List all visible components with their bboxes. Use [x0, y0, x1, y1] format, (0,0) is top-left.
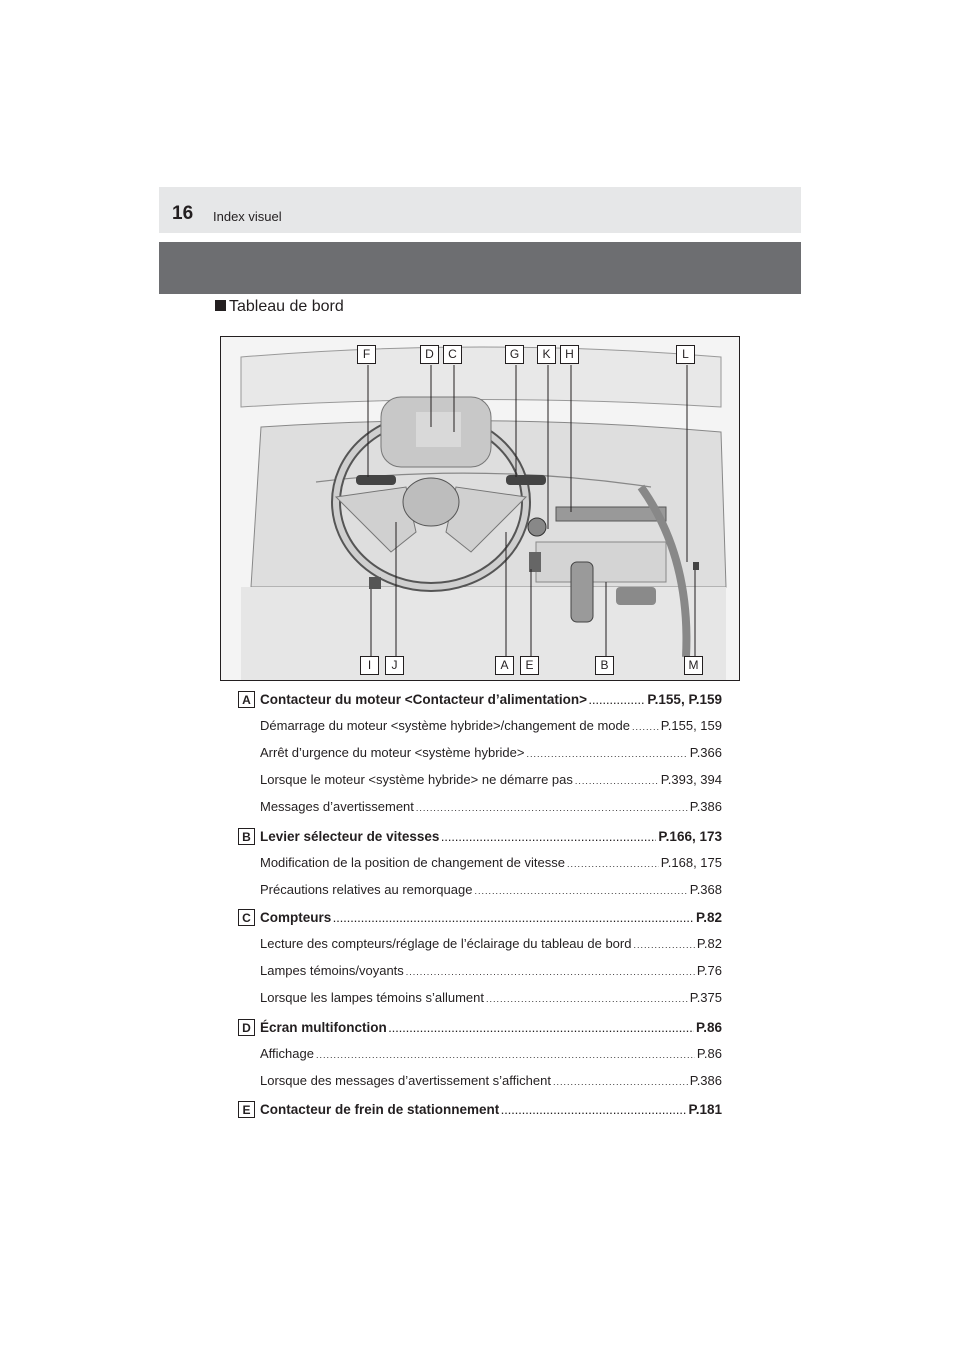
page-reference[interactable]: P.366 — [689, 745, 722, 760]
square-bullet-icon — [215, 300, 226, 311]
page-reference[interactable]: P.386 — [689, 1073, 722, 1088]
leader-dots — [526, 749, 687, 759]
entry-letter-badge: B — [238, 828, 255, 845]
entry-row — [260, 1020, 722, 1035]
callout-label: E — [520, 656, 539, 675]
page-reference[interactable]: P.86 — [695, 1020, 722, 1035]
entry-row — [260, 692, 722, 707]
entry-title: Écran multifonction — [260, 1020, 387, 1035]
leader-dots — [553, 1077, 688, 1087]
entry-row — [260, 910, 722, 925]
callout-label: D — [420, 345, 439, 364]
callout-label: C — [443, 345, 462, 364]
page-reference[interactable]: P.76 — [696, 963, 722, 978]
entry-letter-badge: D — [238, 1019, 255, 1036]
callout-label: I — [360, 656, 379, 675]
callout-label: L — [676, 345, 695, 364]
sub-entry-row — [260, 772, 722, 787]
sub-entry-row — [260, 1046, 722, 1061]
page-reference[interactable]: P.86 — [696, 1046, 722, 1061]
callout-label: G — [505, 345, 524, 364]
entry-title: Levier sélecteur de vitesses — [260, 829, 440, 844]
sub-entry-row — [260, 799, 722, 814]
sub-entry-row — [260, 745, 722, 760]
section-title — [215, 298, 344, 316]
callout-label: M — [684, 656, 703, 675]
leader-dots — [589, 696, 645, 706]
page-reference[interactable]: P.368 — [689, 882, 722, 897]
sub-entry-text: Lorsque le moteur <système hybride> ne démarre pas — [260, 772, 573, 787]
sub-entry-text: Lorsque des messages d’avertissement s’affichent — [260, 1073, 551, 1088]
entry-row — [260, 1102, 722, 1117]
page-reference[interactable]: P.168, 175 — [660, 855, 722, 870]
sub-entry-row — [260, 882, 722, 897]
leader-dots — [474, 886, 687, 896]
entry-row — [260, 829, 722, 844]
leader-dots — [633, 940, 694, 950]
callout-label: J — [385, 656, 404, 675]
page-reference[interactable]: P.375 — [689, 990, 722, 1005]
sub-entry-row — [260, 990, 722, 1005]
dashboard-drawing — [221, 337, 740, 681]
leader-dots — [575, 776, 659, 786]
sub-entry-text: Lampes témoins/voyants — [260, 963, 404, 978]
leader-dots — [316, 1050, 695, 1060]
leader-dots — [406, 967, 695, 977]
leader-dots — [486, 994, 688, 1004]
dashboard-illustration — [220, 336, 740, 681]
sub-entry-text: Lecture des compteurs/réglage de l’éclairage du tableau de bord — [260, 936, 632, 951]
page-reference[interactable]: P.393, 394 — [660, 772, 722, 787]
page-number: 16 — [172, 203, 194, 224]
sub-entry-row — [260, 1073, 722, 1088]
section-band — [159, 242, 801, 294]
callout-label: K — [537, 345, 556, 364]
sub-entry-text: Modification de la position de changement de vitesse — [260, 855, 565, 870]
sub-entry-row — [260, 855, 722, 870]
leader-dots — [441, 833, 656, 843]
leader-dots — [501, 1106, 686, 1116]
sub-entry-text: Lorsque les lampes témoins s’allument — [260, 990, 484, 1005]
sub-entry-row — [260, 963, 722, 978]
leader-dots — [333, 914, 694, 924]
entry-letter-badge: A — [238, 691, 255, 708]
leader-dots — [389, 1024, 694, 1034]
page-reference[interactable]: P.82 — [696, 936, 722, 951]
sub-entry-text: Messages d’avertissement — [260, 799, 414, 814]
sub-entry-text: Arrêt d’urgence du moteur <système hybride> — [260, 745, 525, 760]
sub-entry-text: Précautions relatives au remorquage — [260, 882, 473, 897]
header-title: Index visuel — [213, 209, 282, 224]
entry-title: Contacteur de frein de stationnement — [260, 1102, 500, 1117]
callout-label: F — [357, 345, 376, 364]
leader-dots — [416, 803, 688, 813]
page-reference[interactable]: P.166, 173 — [658, 829, 722, 844]
entry-letter-badge: E — [238, 1101, 255, 1118]
entry-title: Contacteur du moteur <Contacteur d’alimentation> — [260, 692, 588, 707]
sub-entry-row — [260, 718, 722, 733]
callout-label: B — [595, 656, 614, 675]
callout-label: A — [495, 656, 514, 675]
page-reference[interactable]: P.155, 159 — [660, 718, 722, 733]
page-reference[interactable]: P.386 — [689, 799, 722, 814]
sub-entry-text: Affichage — [260, 1046, 314, 1061]
entry-letter-badge: C — [238, 909, 255, 926]
page-reference[interactable]: P.82 — [695, 910, 722, 925]
page-reference[interactable]: P.181 — [688, 1102, 722, 1117]
callout-label: H — [560, 345, 579, 364]
leader-dots — [632, 722, 659, 732]
leader-dots — [567, 859, 659, 869]
page-reference[interactable]: P.155, P.159 — [647, 692, 722, 707]
entry-title: Compteurs — [260, 910, 332, 925]
sub-entry-text: Démarrage du moteur <système hybride>/changement de mode — [260, 718, 630, 733]
sub-entry-row — [260, 936, 722, 951]
section-title-text: Tableau de bord — [229, 298, 344, 315]
